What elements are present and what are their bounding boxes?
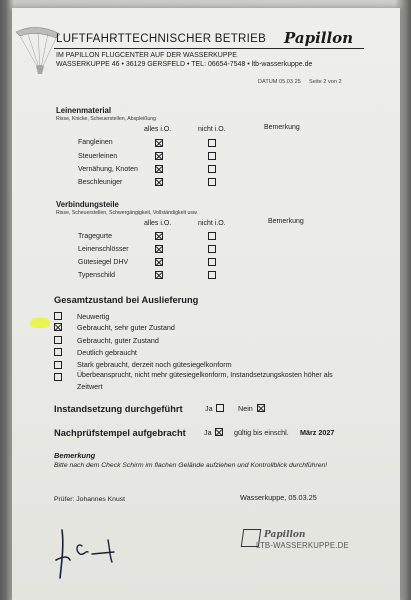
condition-label: Stark gebraucht, derzeit noch gütesiegelkonform xyxy=(77,360,232,369)
checkbox-nok[interactable] xyxy=(208,245,216,253)
checkbox-nok[interactable] xyxy=(208,232,216,240)
header-rule xyxy=(54,48,364,49)
valid-until-date: März 2027 xyxy=(300,428,335,437)
checkbox-ok[interactable] xyxy=(155,232,163,240)
handwritten-signature xyxy=(52,516,142,584)
item-label: Beschleuniger xyxy=(78,179,123,186)
section-title-leinen: Leinenmaterial xyxy=(56,106,112,115)
checkbox-ok[interactable] xyxy=(155,258,163,266)
condition-label: Gebraucht, guter Zustand xyxy=(77,336,159,345)
repair-label: Instandsetzung durchgeführt xyxy=(54,404,183,414)
stamp-text: LTB-WASSERKUPPE.DE xyxy=(256,541,349,550)
address-line-2: WASSERKUPPE 46 • 36129 GERSFELD • TEL: 06654-7548 • ltb-wasserkuppe.de xyxy=(56,61,313,68)
document-date: DATUM 05.03.25 xyxy=(258,79,301,85)
page-number: Seite 2 von 2 xyxy=(309,79,342,85)
repair-ja-label: Ja xyxy=(205,404,213,413)
checkbox-nok[interactable] xyxy=(208,152,216,160)
company-name: LUFTFAHRTTECHNISCHER BETRIEB xyxy=(56,33,267,45)
checkbox-nok[interactable] xyxy=(208,165,216,173)
checkbox-condition[interactable] xyxy=(54,323,62,331)
remark-title: Bemerkung xyxy=(54,451,96,460)
stamp-applied-label: Nachprüfstempel aufgebracht xyxy=(54,428,186,438)
item-label: Gütesiegel DHV xyxy=(78,259,129,266)
checkbox-ok[interactable] xyxy=(155,139,163,147)
place-date: Wasserkuppe, 05.03.25 xyxy=(240,493,317,502)
checkbox-ok[interactable] xyxy=(155,165,163,173)
checkbox-nok[interactable] xyxy=(208,258,216,266)
checkbox-repair-ja[interactable] xyxy=(216,404,224,412)
stamp-brand: Papillon xyxy=(264,530,306,540)
valid-until-label: gültig bis einschl. xyxy=(234,428,289,437)
checkbox-nok[interactable] xyxy=(208,139,216,147)
paraglider-logo-icon xyxy=(14,24,64,76)
checkbox-ok[interactable] xyxy=(155,245,163,253)
item-label: Fangleinen xyxy=(78,139,113,146)
column-ok-verbindung: alles i.O. xyxy=(144,220,172,227)
item-label: Typenschild xyxy=(78,272,115,279)
remark-text: Bitte nach dem Check Schirm im flachen Gelände aufziehen und Kontrollblick durchführen! xyxy=(54,462,328,469)
stamp-ja-label: Ja xyxy=(204,428,212,437)
condition-label-continued: Zeitwert xyxy=(77,382,103,391)
condition-label: Überbeansprucht, nicht mehr gütesiegelkonform, Instandsetzungskosten höher als xyxy=(77,372,333,379)
column-ok-leinen: alles i.O. xyxy=(144,126,172,133)
section-title-gesamt: Gesamtzustand bei Auslieferung xyxy=(54,295,199,305)
checkbox-condition[interactable] xyxy=(54,336,62,344)
column-nok-verbindung: nicht i.O. xyxy=(198,220,226,227)
item-label: Tragegurte xyxy=(78,233,112,240)
checkbox-condition[interactable] xyxy=(54,348,62,356)
column-nok-leinen: nicht i.O. xyxy=(198,126,226,133)
checkbox-ok[interactable] xyxy=(155,152,163,160)
item-label: Steuerleinen xyxy=(78,153,118,160)
item-label: Vernähung, Knoten xyxy=(78,166,138,173)
condition-label: Neuwertig xyxy=(77,312,110,321)
inspector-name: Prüfer: Johannes Knust xyxy=(54,496,126,503)
checkbox-repair-nein[interactable] xyxy=(257,404,265,412)
checkbox-condition[interactable] xyxy=(54,361,62,369)
checkbox-nok[interactable] xyxy=(208,178,216,186)
checkbox-condition[interactable] xyxy=(54,373,62,381)
item-label: Leinenschlösser xyxy=(78,246,129,253)
checkbox-nok[interactable] xyxy=(208,271,216,279)
section-title-verbindung: Verbindungsteile xyxy=(56,200,119,209)
brand-logo: Papillon xyxy=(284,29,354,47)
checkbox-ok[interactable] xyxy=(155,178,163,186)
section-note-verbindung: Risse, Scheuerstellen, Schwergängigkeit, Vollständigkeit usw. xyxy=(56,210,198,216)
checkbox-ok[interactable] xyxy=(155,271,163,279)
highlighter-mark xyxy=(30,318,50,328)
repair-nein-label: Nein xyxy=(238,404,253,413)
column-remark-leinen: Bemerkung xyxy=(264,124,300,131)
condition-label: Gebraucht, sehr guter Zustand xyxy=(77,323,175,332)
section-note-leinen: Risse, Knicke, Scheuerstellen, Abspleißung xyxy=(56,116,157,122)
condition-label: Deutlich gebraucht xyxy=(77,348,137,357)
checkbox-stamp-ja[interactable] xyxy=(215,428,223,436)
checkbox-condition[interactable] xyxy=(54,312,62,320)
address-line-1: IM PAPILLON FLUGCENTER AUF DER WASSERKUPPE xyxy=(56,52,237,59)
column-remark-verbindung: Bemerkung xyxy=(268,218,304,225)
